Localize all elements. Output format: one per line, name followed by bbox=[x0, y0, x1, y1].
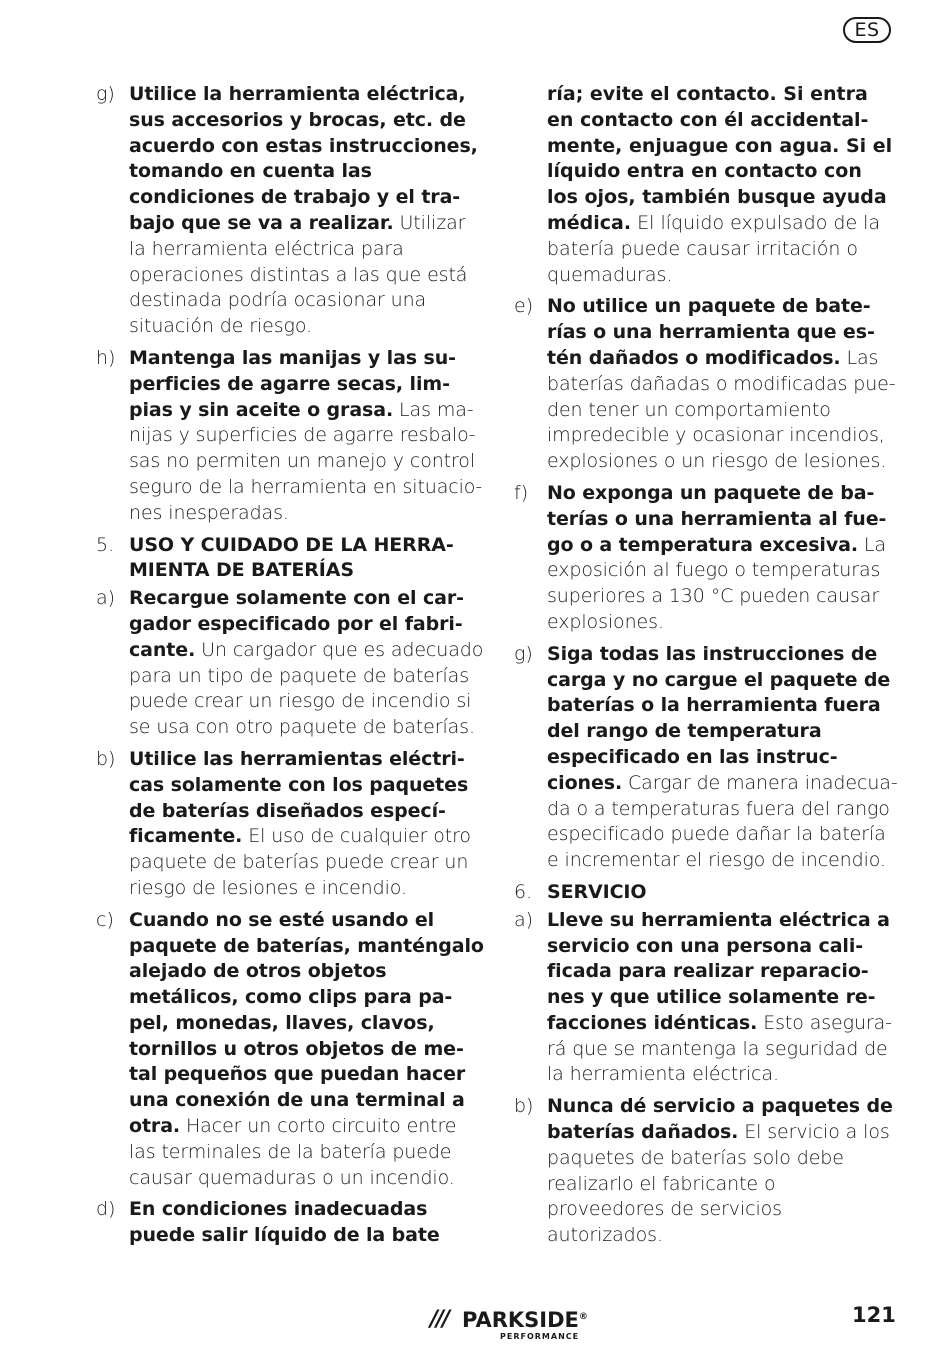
item-bold-text: Nunca dé servicio a paquetes de baterías dañados. bbox=[547, 1095, 893, 1144]
instruction-item bbox=[96, 1197, 484, 1249]
instruction-item bbox=[96, 346, 484, 527]
item-text: Hacer un corto circuito entre las terminales de la batería puede causar quemaduras o un incendio. bbox=[129, 1115, 457, 1189]
item-content bbox=[547, 908, 898, 1089]
item-bold-text: No utilice un paquete de baterías o una herramienta que estén dañados o modificados. bbox=[547, 295, 875, 369]
continued-paragraph-text: El líquido expulsado de la batería puede causar irritación o quemaduras. bbox=[547, 211, 881, 286]
item-marker: f) bbox=[514, 481, 529, 504]
instruction-item bbox=[514, 294, 898, 475]
page-number: 121 bbox=[852, 1303, 896, 1327]
item-bold-text: Mantenga las manijas y las superficies de agarre secas, limpias y sin aceite o grasa. bbox=[129, 346, 457, 421]
item-text: Las baterías dañadas o modificadas pueden tener un comportamiento impredecible y ocasionar incendios, explosiones o un riesgo de lesiones. bbox=[547, 346, 896, 473]
item-content bbox=[547, 642, 898, 874]
item-content bbox=[129, 747, 484, 902]
logo-brand: PARKSIDE® bbox=[462, 1308, 588, 1332]
item-marker: b) bbox=[96, 747, 116, 770]
item-bold-text: En condiciones inadecuadas puede salir líquido de la bate bbox=[129, 1198, 440, 1247]
item-content bbox=[129, 346, 484, 527]
item-bold-text: SERVICIO bbox=[547, 880, 647, 903]
item-text: El uso de cualquier otro paquete de baterías puede crear un riesgo de lesiones e incendio. bbox=[129, 825, 471, 899]
item-marker: g) bbox=[514, 642, 533, 665]
instruction-item bbox=[96, 908, 484, 1192]
logo-sub-brand: PERFORMANCE bbox=[500, 1332, 580, 1341]
language-badge: ES bbox=[843, 17, 891, 43]
item-marker: a) bbox=[514, 908, 534, 931]
item-marker: b) bbox=[514, 1095, 534, 1118]
logo-slashes: /// bbox=[430, 1307, 449, 1332]
item-text: El servicio a los paquetes de baterías solo debe realizarlo el fabricante o proveedores de servicios autorizados. bbox=[547, 1121, 890, 1247]
item-bold-text: Siga todas las instrucciones de carga y no cargue el paquete de baterías o la herramienta fuera del rango de temperatura especificado en las instrucciones. bbox=[547, 642, 891, 794]
item-text: Las manijas y superficies de agarre resbalosas no permiten un manejo y control seguro de la herramienta en situaciones inesperadas. bbox=[129, 398, 483, 524]
item-content bbox=[547, 1094, 898, 1249]
item-text: Cargar de manera inadecuada o a temperaturas fuera del rango especificado puede dañar la batería e incrementar el riesgo de incendio. bbox=[547, 771, 898, 872]
instruction-item bbox=[514, 642, 898, 874]
item-text: La exposición al fuego o temperaturas superiores a 130 °C pueden causar explosiones. bbox=[547, 533, 886, 633]
instruction-item bbox=[514, 1094, 898, 1249]
item-bold-text: No exponga un paquete de baterías o una herramienta al fuego o a temperatura excesiva. bbox=[547, 481, 887, 556]
item-text: Utilizar la herramienta eléctrica para operaciones distintas a las que está destinada podría ocasionar una situación de riesgo. bbox=[129, 211, 468, 338]
item-marker: a) bbox=[96, 587, 116, 610]
section-heading bbox=[514, 880, 898, 906]
item-marker: 6. bbox=[514, 880, 533, 903]
item-content bbox=[547, 481, 898, 636]
item-marker: d) bbox=[96, 1198, 116, 1221]
item-text: Esto asegurará que se mantenga la seguridad de la herramienta eléctrica. bbox=[547, 1011, 892, 1086]
item-bold-text: Recargue solamente con el cargador especificado por el fabricante. bbox=[129, 587, 465, 661]
item-bold-text: Cuando no se esté usando el paquete de baterías, manténgalo alejado de otros objetos metálicos, como clips para papel, monedas, llaves, clavos, tornillos u otros objetos de metal pequeños que puedan hacer una conexión de una terminal a otra. bbox=[129, 908, 484, 1138]
instruction-item bbox=[96, 82, 484, 340]
item-bold-text: Lleve su herramienta eléctrica a servicio con una persona calificada para realizar reparaciones y que utilice solamente refacciones idénticas. bbox=[547, 908, 890, 1034]
instruction-item bbox=[514, 481, 898, 636]
item-text: Un cargador que es adecuado para un tipo de paquete de baterías puede crear un riesgo de incendio si se usa con otro paquete de baterías. bbox=[129, 638, 484, 739]
instruction-item bbox=[96, 586, 484, 741]
right-column bbox=[514, 82, 898, 1255]
item-content bbox=[547, 294, 898, 475]
item-bold-text: USO Y CUIDADO DE LA HERRAMIENTA DE BATERÍAS bbox=[129, 533, 454, 582]
item-content bbox=[129, 586, 484, 741]
continued-paragraph-bold: ría; evite el contacto. Si entra en contacto con él accidentalmente, enjuague con agua. Si el líquido entra en contacto con los ojos, también busque ayuda médica. bbox=[547, 83, 893, 234]
item-bold-text: Utilice las herramientas eléctricas solamente con los paquetes de baterías diseñados específicamente. bbox=[129, 747, 469, 848]
instruction-item bbox=[514, 908, 898, 1089]
item-content bbox=[129, 82, 484, 340]
item-marker: 5. bbox=[96, 533, 115, 556]
item-content bbox=[129, 1197, 484, 1249]
item-bold-text: Utilice la herramienta eléctrica, sus accesorios y brocas, etc. de acuerdo con estas instrucciones, tomando en cuenta las condiciones de trabajo y el trabajo que se va a realizar. bbox=[129, 83, 478, 234]
item-content bbox=[129, 533, 484, 585]
item-marker: h) bbox=[96, 346, 116, 369]
instruction-item bbox=[96, 747, 484, 902]
continued-paragraph bbox=[547, 82, 898, 288]
section-heading bbox=[96, 533, 484, 585]
parkside-logo bbox=[430, 1305, 600, 1345]
item-marker: g) bbox=[96, 83, 115, 105]
item-marker: c) bbox=[96, 908, 114, 931]
left-column bbox=[96, 82, 484, 1255]
item-content bbox=[547, 880, 898, 906]
item-content bbox=[129, 908, 484, 1192]
item-marker: e) bbox=[514, 295, 534, 318]
